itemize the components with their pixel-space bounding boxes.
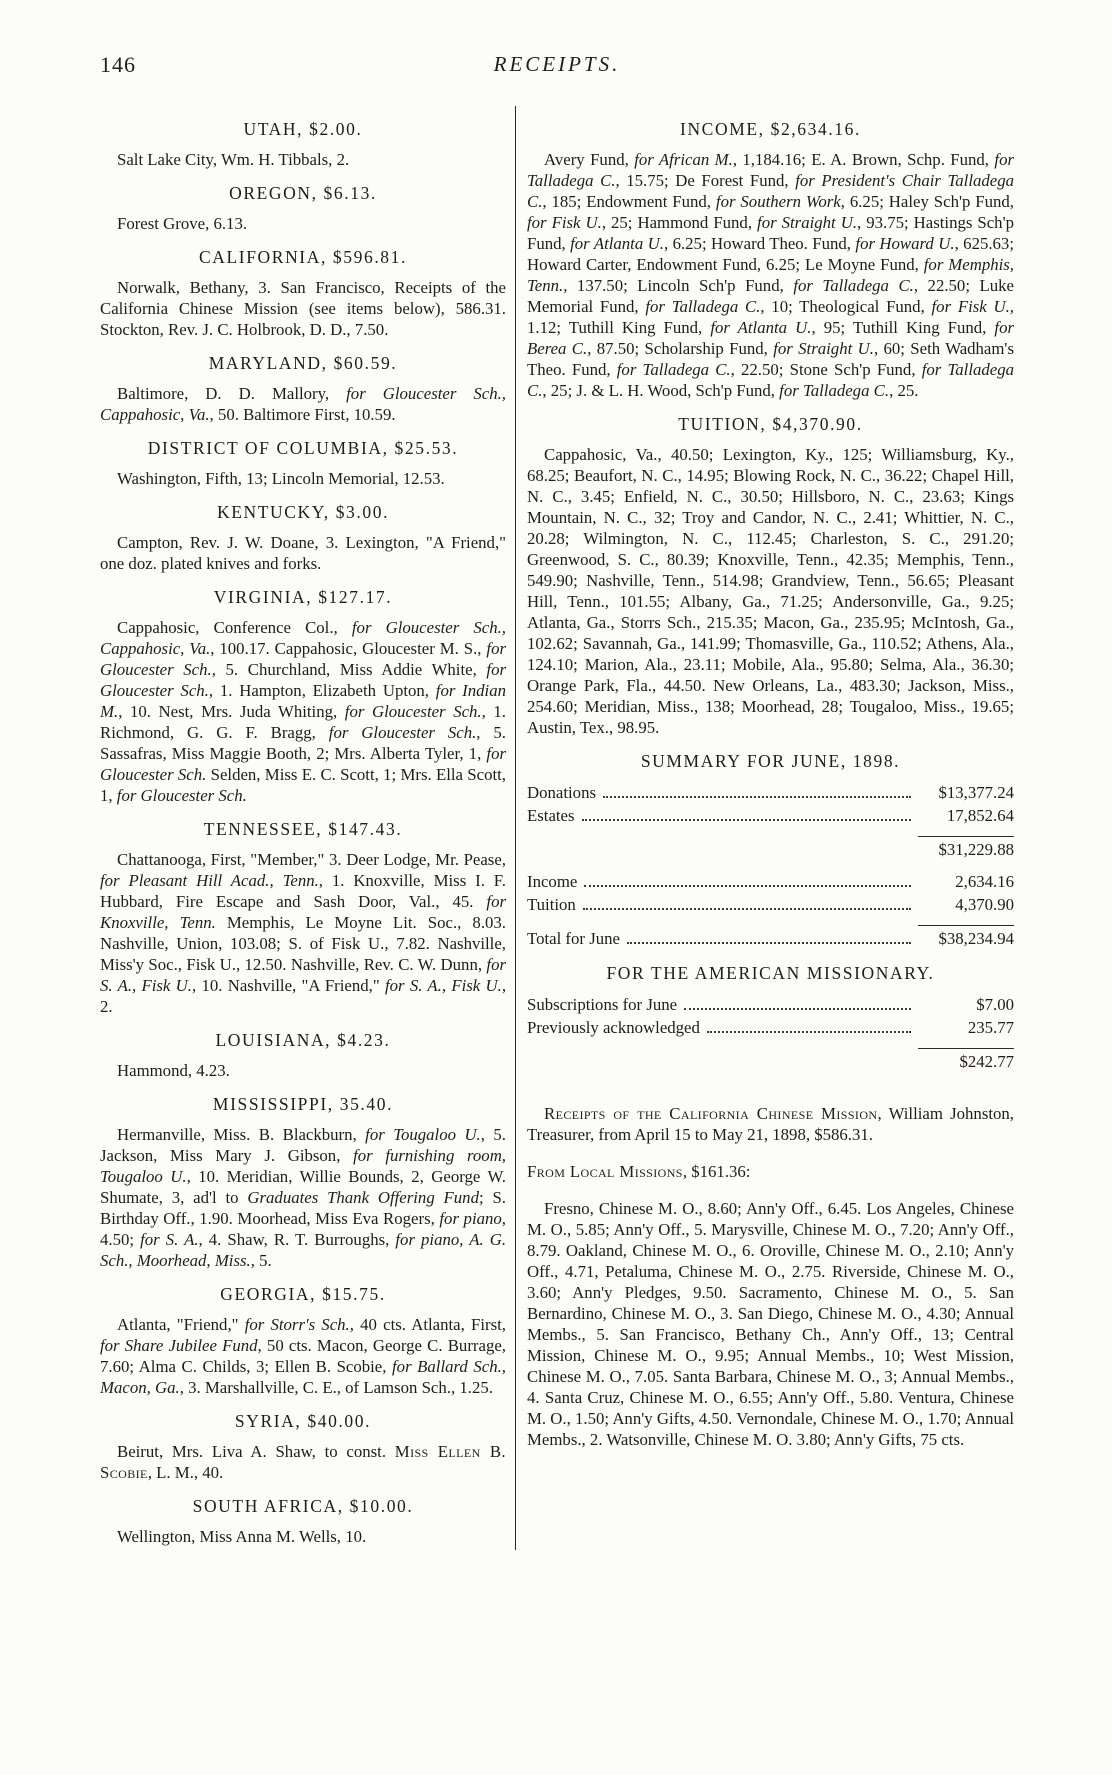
receipts-section — [527, 414, 1014, 738]
section-heading: INCOME, $2,634.16. — [680, 119, 861, 139]
dot-leader — [584, 885, 911, 887]
receipts-section — [100, 502, 506, 574]
ledger-amount: 2,634.16 — [955, 872, 1014, 891]
body-paragraph: Fresno, Chinese M. O., 8.60; Ann'y Off., 6.45. Los Angeles, Chinese M. O., 5.85; Ann'y Off., 5. Marysville, Chinese M. O., 7.20; Ann'y Off., 8.79. Oakland, Chinese M. O., 6. Oroville, Chinese M. O., 2.10; Ann'y Off., 4.71, Petaluma, Chinese M. O., 2.75. Riverside, Chinese M. O., 3.60; Ann'y Pledges, 9.50. Sacramento, Chinese M. O., 5. San Bernardino, Chinese M. O., 3. San Diego, Chinese M. O., 4.30; Annual Membs., 5. San Francisco, Bethany Ch., Ann'y Off., 13; Central Mission, Chinese M. O., 9.95; Annual Membs., 10; West Mission, Chinese M. O., 7.05. Santa Barbara, Chinese M. O., 3; Annual Membs., 4. Santa Cruz, Chinese M. O., 6.55; Ann'y Off., 5.80. Ventura, Chinese M. O., 1.50; Ann'y Gifts, 4.50. Vernondale, Chinese M. O., 1.70; Annual Membs., 2. Watsonville, Chinese M. O. 3.80; Ann'y Gifts, 75 cts. — [527, 1199, 1015, 1449]
italic-designation: for Storr's Sch. — [244, 1315, 350, 1334]
ledger-row — [527, 1016, 1014, 1039]
italic-designation: for Talladega C. — [779, 381, 890, 400]
section-heading: SYRIA, $40.00. — [234, 1411, 372, 1431]
body-paragraph: Norwalk, Bethany, 3. San Francisco, Receipts of the California Chinese Mission (see items below), 586.31. Stockton, Rev. J. C. Holbrook, D. D., 7.50. — [100, 278, 506, 339]
receipts-section — [100, 1094, 506, 1271]
body-paragraph: Wellington, Miss Anna M. Wells, 10. — [117, 1527, 367, 1546]
receipts-section — [100, 119, 506, 170]
section-heading: TUITION, $4,370.90. — [678, 414, 863, 434]
receipts-section — [527, 1103, 1014, 1450]
dot-leader — [603, 796, 911, 798]
receipts-section — [100, 353, 506, 425]
receipts-section — [100, 587, 506, 806]
ledger-label: Subscriptions for June — [527, 995, 678, 1014]
body-paragraph: Avery Fund, for African M., 1,184.16; E. A. Brown, Schp. Fund, for Talladega C., 15.75; De Forest Fund, for President's Chair Talladega C., 185; Endowment Fund, for Southern Work, 6.25; Haley Sch'p Fund, for Fisk U., 25; Hammond Fund, for Straight U., 93.75; Hastings Sch'p Fund, for Atlanta U., 6.25; Howard Theo. Fund, for Howard U., 625.63; Howard Carter, Endowment Fund, 6.25; Le Moyne Fund, for Memphis, Tenn., 137.50; Lincoln Sch'p Fund, for Talladega C., 22.50; Luke Memorial Fund, for Talladega C., 10; Theological Fund, for Fisk U., 1.12; Tuthill King Fund, for Atlanta U., 95; Tuthill King Fund, for Berea C., 87.50; Scholarship Fund, for Straight U., 60; Seth Wadham's Theo. Fund, for Talladega C., 22.50; Stone Sch'p Fund, for Talladega C., 25; J. & L. H. Wood, Sch'p Fund, for Talladega C., 25. — [527, 150, 1015, 400]
italic-designation: for Straight U. — [773, 339, 874, 358]
section-heading: OREGON, $6.13. — [229, 183, 377, 203]
ledger-amount: 4,370.90 — [955, 895, 1014, 914]
ledger-row — [527, 836, 1014, 861]
small-caps-text: From Local Missions — [527, 1162, 683, 1181]
page-header — [100, 52, 1014, 92]
ledger-label: Total for June — [527, 929, 620, 948]
body-paragraph: Salt Lake City, Wm. H. Tibbals, 2. — [117, 150, 350, 169]
receipts-section — [100, 1496, 506, 1547]
italic-designation: for Fisk U. — [527, 213, 602, 232]
ledger-row — [527, 781, 1014, 804]
italic-designation: for Gloucester Sch. — [116, 786, 247, 805]
section-heading: TENNESSEE, $147.43. — [203, 819, 403, 839]
body-paragraph: Beirut, Mrs. Liva A. Shaw, to const. Miss Ellen B. Scobie, L. M., 40. — [100, 1442, 507, 1482]
body-paragraph: Campton, Rev. J. W. Doane, 3. Lexington, "A Friend," one doz. plated knives and forks. — [100, 533, 506, 573]
ledger-row — [527, 1048, 1014, 1073]
section-heading: CALIFORNIA, $596.81. — [199, 247, 407, 267]
section-heading: KENTUCKY, $3.00. — [216, 502, 390, 522]
ledger-row — [527, 925, 1014, 950]
page-number: 146 — [100, 52, 136, 77]
body-paragraph: Hammond, 4.23. — [117, 1061, 230, 1080]
italic-designation: for Memphis, Tenn. — [527, 255, 1014, 295]
ledger-label: Tuition — [527, 895, 576, 914]
italic-designation: for piano, A. G. Sch., Moorhead, Miss. — [100, 1230, 507, 1270]
ledger-row — [527, 870, 1014, 893]
ledger-amount: $38,234.94 — [918, 925, 1014, 950]
section-heading: LOUISIANA, $4.23. — [215, 1030, 391, 1050]
receipts-section — [527, 963, 1014, 1073]
section-heading: MISSISSIPPI, 35.40. — [212, 1094, 394, 1114]
section-heading: SOUTH AFRICA, $10.00. — [192, 1496, 414, 1516]
italic-designation: for Gloucester Sch., Cappahosic, Va. — [100, 384, 506, 424]
italic-designation: for Pleasant Hill Acad., Tenn. — [100, 871, 319, 890]
ledger-table — [527, 781, 1014, 950]
italic-designation: Graduates Thank Offering Fund — [247, 1188, 479, 1207]
receipts-section — [100, 819, 506, 1017]
section-heading: SUMMARY FOR JUNE, 1898. — [640, 751, 901, 771]
italic-designation: for Gloucester Sch. — [328, 723, 477, 742]
ledger-row — [527, 993, 1014, 1016]
italic-designation: for Talladega C. — [527, 360, 1015, 400]
body-paragraph: Chattanooga, First, "Member," 3. Deer Lodge, Mr. Pease, for Pleasant Hill Acad., Tenn., 1. Knoxville, Miss I. F. Hubbard, Fire Escape and Sash Door, Val., 45. for Knoxville, Tenn. Memphis, Le Moyne Lit. Soc., 8.03. Nashville, Union, 103.08; S. of Fisk U., 7.82. Nashville, Miss'y Soc., Fisk U., 12.50. Nashville, Rev. C. W. Dunn, for S. A., Fisk U., 10. Nashville, "A Friend," for S. A., Fisk U., 2. — [100, 850, 507, 1016]
body-paragraph: Atlanta, "Friend," for Storr's Sch., 40 cts. Atlanta, First, for Share Jubilee Fund, 50 cts. Macon, George C. Burrage, 7.60; Alma C. Childs, 3; Ellen B. Scobie, for Ballard Sch., Macon, Ga., 3. Marshallville, C. E., of Lamson Sch., 1.25. — [100, 1315, 506, 1397]
small-caps-text: Miss Ellen B. Scobie — [100, 1442, 507, 1482]
receipts-section — [527, 751, 1014, 950]
small-caps-text: Receipts of the California Chinese Mission — [544, 1104, 878, 1123]
ledger-label: Donations — [527, 783, 596, 802]
body-paragraph: Cappahosic, Conference Col., for Gloucester Sch., Cappahosic, Va., 100.17. Cappahosic, Gloucester M. S., for Gloucester Sch., 5. Churchland, Miss Addie White, for Gloucester Sch., 1. Hampton, Elizabeth Upton, for Indian M., 10. Nest, Mrs. Juda Whiting, for Gloucester Sch., 1. Richmond, G. G. F. Bragg, for Gloucester Sch., 5. Sassafras, Miss Maggie Booth, 2; Mrs. Alberta Tyler, 1, for Gloucester Sch. Selden, Miss E. C. Scott, 1; Mrs. Ella Scott, 1, for Gloucester Sch. — [100, 618, 507, 805]
section-heading: VIRGINIA, $127.17. — [213, 587, 393, 607]
italic-designation: for Southern Work — [715, 192, 841, 211]
section-heading: DISTRICT OF COLUMBIA, $25.53. — [147, 438, 459, 458]
dot-leader — [684, 1008, 911, 1010]
italic-designation: for Talladega C. — [793, 276, 914, 295]
section-heading: FOR THE AMERICAN MISSIONARY. — [606, 963, 935, 983]
body-paragraph: Cappahosic, Va., 40.50; Lexington, Ky., 125; Williamsburg, Ky., 68.25; Beaufort, N. C., 14.95; Blowing Rock, N. C., 36.22; Chapel Hill, N. C., 3.45; Enfield, N. C., 30.50; Hillsboro, N. C., 23.63; Kings Mountain, N. C., 32; Troy and Candor, N. C., 2.41; Whittier, N. C., 20.28; Wilmington, N. C., 112.45; Charleston, S. C., 291.20; Greenwood, S. C., 80.39; Knoxville, Tenn., 42.35; Memphis, Tenn., 549.90; Nashville, Tenn., 514.98; Grandview, Tenn., 56.65; Pleasant Hill, Tenn., 101.55; Albany, Ga., 71.25; Andersonville, Ga., 9.25; Atlanta, Ga., Storrs Sch., 215.35; Macon, Ga., 235.95; McIntosh, Ga., 102.62; Savannah, Ga., 141.99; Thomasville, Ga., 110.52; Athens, Ala., 124.10; Marion, Ala., 23.11; Mobile, Ala., 95.80; Selma, Ala., 36.30; Orange Park, Fla., 44.50. New Orleans, La., 483.30; Jackson, Miss., 254.60; Meridian, Miss., 138; Moorhead, 28; Tougaloo, Miss., 19.65; Austin, Tex., 98.95. — [527, 445, 1014, 737]
two-column-content — [100, 106, 1014, 1550]
italic-designation: for S. A. — [140, 1230, 199, 1249]
body-paragraph: Washington, Fifth, 13; Lincoln Memorial, 12.53. — [117, 469, 445, 488]
ledger-amount: $242.77 — [918, 1048, 1014, 1073]
right-column — [515, 106, 1014, 1550]
section-heading: UTAH, $2.00. — [243, 119, 363, 139]
italic-designation: for Knoxville, Tenn. — [100, 892, 506, 932]
dot-leader — [707, 1031, 911, 1033]
left-column — [100, 106, 506, 1550]
italic-designation: for Indian M. — [100, 681, 506, 721]
italic-designation: for Gloucester Sch., Cappahosic, Va. — [100, 618, 507, 658]
body-paragraph: Hermanville, Miss. B. Blackburn, for Tougaloo U., 5. Jackson, Miss Mary J. Gibson, for furnishing room, Tougaloo U., 10. Meridian, Willie Bounds, 2, George W. Shumate, 3, ad'l to Graduates Thank Offering Fund; S. Birthday Off., 1.90. Moorhead, Miss Eva Rogers, for piano, 4.50; for S. A., 4. Shaw, R. T. Burroughs, for piano, A. G. Sch., Moorhead, Miss., 5. — [100, 1125, 507, 1270]
ledger-amount: $7.00 — [976, 995, 1014, 1014]
italic-designation: for Gloucester Sch. — [100, 744, 506, 784]
receipts-section — [100, 247, 506, 340]
ledger-label: Estates — [527, 806, 575, 825]
ledger-amount: 235.77 — [967, 1018, 1014, 1037]
dot-leader — [582, 819, 911, 821]
italic-designation: for S. A., Fisk U. — [100, 955, 506, 995]
section-heading: GEORGIA, $15.75. — [220, 1284, 386, 1304]
receipts-section — [100, 183, 506, 234]
ledger-table — [527, 993, 1014, 1073]
italic-designation: for Fisk U. — [931, 297, 1010, 316]
italic-designation: for Talladega C. — [616, 360, 731, 379]
italic-designation: for Berea C. — [527, 318, 1014, 358]
italic-designation: for President's Chair Talladega C. — [527, 171, 1015, 211]
receipts-section — [527, 119, 1014, 401]
italic-designation: for Talladega C. — [527, 150, 1014, 190]
ledger-label: Previously acknowledged — [527, 1018, 700, 1037]
italic-designation: for piano — [439, 1209, 502, 1228]
section-heading: MARYLAND, $60.59. — [208, 353, 398, 373]
italic-designation: for Gloucester Sch. — [344, 702, 482, 721]
italic-designation: for Howard U. — [855, 234, 955, 253]
running-title: RECEIPTS. — [493, 52, 621, 76]
italic-designation: for Gloucester Sch. — [100, 660, 506, 700]
ledger-label: Income — [527, 872, 578, 891]
body-paragraph: Receipts of the California Chinese Mission, William Johnston, Treasurer, from April 15 to May 21, 1898, $586.31. — [527, 1104, 1014, 1144]
dot-leader — [583, 908, 911, 910]
italic-designation: for S. A., Fisk U. — [384, 976, 502, 995]
italic-designation: for Atlanta U. — [570, 234, 664, 253]
receipts-section — [100, 438, 506, 489]
body-paragraph: Baltimore, D. D. Mallory, for Gloucester Sch., Cappahosic, Va., 50. Baltimore First, 10.59. — [100, 384, 506, 424]
italic-designation: for Ballard Sch., Macon, Ga. — [100, 1357, 506, 1397]
ledger-amount: $31,229.88 — [918, 836, 1014, 861]
body-paragraph: Forest Grove, 6.13. — [117, 214, 248, 233]
receipts-section — [100, 1030, 506, 1081]
body-paragraph: From Local Missions, $161.36: — [527, 1162, 751, 1181]
italic-designation: for Talladega C. — [645, 297, 761, 316]
italic-designation: for Straight U. — [757, 213, 858, 232]
italic-designation: for Tougaloo U. — [365, 1125, 481, 1144]
italic-designation: for Share Jubilee Fund — [100, 1336, 258, 1355]
italic-designation: for Gloucester Sch. — [100, 639, 506, 679]
dot-leader — [627, 942, 911, 944]
italic-designation: for Atlanta U. — [710, 318, 812, 337]
ledger-amount: 17,852.64 — [946, 806, 1014, 825]
receipts-section — [100, 1411, 506, 1483]
ledger-amount: $13,377.24 — [938, 783, 1014, 802]
ledger-row — [527, 804, 1014, 827]
italic-designation: for furnishing room, Tougaloo U. — [100, 1146, 507, 1186]
receipts-section — [100, 1284, 506, 1398]
italic-designation: for African M. — [634, 150, 733, 169]
ledger-row — [527, 893, 1014, 916]
